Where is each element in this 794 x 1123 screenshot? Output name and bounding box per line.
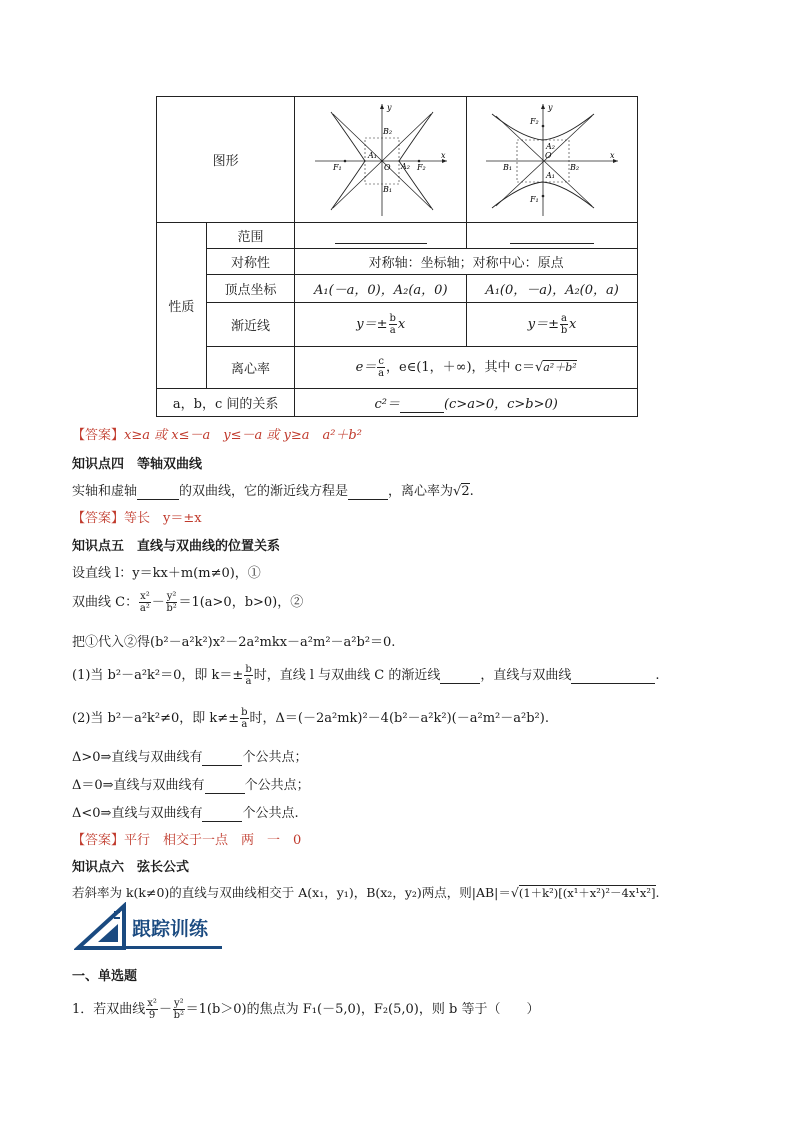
- k5-l5-frac: [240, 707, 248, 730]
- label-origin: O: [383, 162, 391, 172]
- ecc-prefix: e＝: [355, 360, 377, 375]
- label-f2: F₂: [416, 162, 426, 172]
- k4-p2: 的双曲线，它的渐近线方程是: [179, 484, 349, 499]
- row-label-asymptote: 渐近线: [206, 303, 295, 347]
- q1-den2: b²: [173, 1010, 184, 1021]
- ecc-sqrt: a²＋b²: [543, 361, 577, 374]
- range-right-blank: [467, 223, 638, 249]
- k4-text: 实轴和虚轴 的双曲线，它的渐近线方程是 ，离心率为√2.: [72, 484, 474, 499]
- label-a1: A₁: [546, 170, 556, 180]
- label-a2: A₂: [400, 161, 410, 171]
- label-f1: F₁: [332, 162, 342, 172]
- asym-left-suffix: x: [397, 317, 406, 332]
- label-a2: A₂: [546, 141, 556, 151]
- k5-title: 知识点五 直线与双曲线的位置关系: [72, 539, 281, 554]
- k5-l4c: ，直线与双曲线: [480, 668, 572, 683]
- k5-frac-x-den: a²: [139, 603, 150, 614]
- relation-blank: [400, 397, 444, 413]
- axis-y-label: y: [548, 102, 553, 112]
- k5-l7a: Δ＝0⇒直线与双曲线有: [72, 778, 205, 793]
- answer-tag: 【答案】: [72, 511, 125, 526]
- section-title: 一、单选题: [72, 969, 138, 984]
- question-1: [72, 998, 539, 1021]
- q1-num2: y²: [173, 998, 184, 1009]
- graph-horizontal-hyperbola: [295, 97, 467, 223]
- asym-right-den: b: [560, 325, 568, 336]
- hyperbola-properties-table: [156, 96, 638, 417]
- k5-l4-frac: [244, 664, 252, 687]
- answer-text: 平行 相交于一点 两 一 0: [124, 833, 302, 848]
- asymptote-left: [295, 303, 467, 347]
- vertex-left: A₁(－a，0)，A₂(a，0): [295, 275, 467, 303]
- q1-frac-x: [146, 998, 158, 1021]
- k6-sqrt: (1＋k²)[(x¹＋x²)²－4x¹x²]: [518, 886, 656, 900]
- k6-line-1: 若斜率为 k(k≠0)的直线与双曲线相交于 A(x₁，y₁)，B(x₂，y₂)两点，则|AB|＝√(1＋k²)[(x¹＋x²)²－4x¹x²].: [72, 885, 660, 900]
- set-square-icon: [74, 902, 128, 950]
- relation-value: [295, 389, 638, 417]
- label-f1: F₁: [530, 194, 539, 204]
- k5-minus: －: [151, 595, 165, 610]
- k5-frac-x: [139, 591, 151, 614]
- label-b1: B₁: [503, 162, 513, 172]
- label-b2: B₂: [382, 126, 392, 136]
- q1-num1: x²: [147, 998, 157, 1009]
- answer-tag: 【答案】: [72, 833, 125, 848]
- k5-line-3: 把①代入②得(b²－a²k²)x²－2a²mkx－a²m²－a²b²＝0.: [72, 635, 396, 650]
- k5-l4d: .: [655, 668, 660, 683]
- k5-line-5: [72, 707, 549, 730]
- k5-l6b: 个公共点；: [242, 750, 308, 765]
- asymptote-right: [467, 303, 638, 347]
- answer-1: [72, 424, 362, 443]
- row-label-symmetry: 对称性: [206, 249, 295, 275]
- k4-p1: 实轴和虚轴: [72, 484, 138, 499]
- k5-line-4: [72, 664, 660, 687]
- answer-text: 等长 y＝±x: [124, 511, 202, 526]
- k5-l5a: (2)当 b²－a²k²≠0，即 k≠±: [72, 711, 240, 726]
- k5-l5-num: b: [241, 707, 248, 718]
- range-left-blank: [295, 223, 467, 249]
- k5-l6a: Δ>0⇒直线与双曲线有: [72, 750, 203, 765]
- training-banner: [74, 902, 284, 952]
- q1-den1: 9: [148, 1010, 156, 1021]
- label-b1: B₁: [382, 184, 392, 194]
- k5-line-8: [72, 802, 299, 822]
- eccentricity-value: e＝ $\frac{c}{a}$ ，e∈(1，＋∞)，其中 c＝√a²＋b²: [295, 347, 638, 389]
- row-label-eccentricity: 离心率: [206, 347, 295, 389]
- asym-left-num: b: [389, 313, 396, 324]
- row-label-range: 范围: [206, 223, 295, 249]
- k5-line-2: [72, 591, 303, 614]
- asym-right-prefix: y＝±: [527, 317, 560, 332]
- k5-frac-x-num: x²: [140, 591, 150, 602]
- label-f2: F₂: [530, 116, 539, 126]
- banner-underline: [126, 946, 222, 949]
- banner-title: 跟踪训练: [132, 918, 209, 940]
- asym-right-num: a: [561, 313, 568, 324]
- k4-sqrt: 2: [461, 484, 470, 499]
- k6-l1a: 若斜率为 k(k≠0)的直线与双曲线相交于 A(x₁，y₁)，B(x₂，y₂)两点，则|AB|＝: [72, 885, 511, 900]
- k5-l4b: 时，直线 l 与双曲线 C 的渐近线: [253, 668, 441, 683]
- k5-l4a: (1)当 b²－a²k²＝0，即 k＝±: [72, 668, 244, 683]
- answer-text: x≥a 或 x≤－a y≤－a 或 y≥a a²＋b²: [124, 428, 362, 443]
- k4-title: 知识点四 等轴双曲线: [72, 457, 203, 472]
- relation-prefix: c²＝: [374, 396, 400, 412]
- k5-line-1: 设直线 l：y＝kx＋m(m≠0)，①: [72, 566, 261, 581]
- hyperbola-y-graph: [482, 100, 622, 220]
- q1-minus: －: [158, 1002, 172, 1017]
- k5-l4-den: a: [245, 676, 252, 687]
- hyperbola-x-graph: [311, 100, 451, 220]
- label-origin: O: [545, 150, 552, 160]
- q1-a: 1．若双曲线: [72, 1002, 146, 1017]
- ecc-num: c: [378, 356, 384, 367]
- q1-frac-y: [173, 998, 185, 1021]
- answer-2: [72, 507, 202, 526]
- asym-right-fraction: [560, 313, 568, 336]
- asym-right-suffix: x: [569, 317, 577, 332]
- props-label: 性质: [157, 223, 207, 389]
- ecc-den: a: [378, 368, 385, 379]
- asym-left-fraction: [389, 313, 397, 336]
- graph-vertical-hyperbola: [467, 97, 638, 223]
- axis-x-label: x: [610, 150, 615, 160]
- axis-x-label: x: [440, 150, 446, 160]
- k5-l8b: 个公共点.: [242, 806, 299, 821]
- k5-l5-den: a: [241, 719, 248, 730]
- label-a1: A₁: [367, 150, 377, 160]
- row-label-vertex: 顶点坐标: [206, 275, 295, 303]
- label-b2: B₂: [570, 162, 580, 172]
- k5-l8a: Δ<0⇒直线与双曲线有: [72, 806, 203, 821]
- vertex-right: A₁(0，－a)，A₂(0，a): [467, 275, 638, 303]
- k5-frac-y: [166, 591, 178, 614]
- k5-frac-y-num: y²: [166, 591, 177, 602]
- k4-p4: .: [469, 484, 474, 499]
- ecc-fraction: [377, 356, 385, 379]
- answer-tag: 【答案】: [72, 428, 125, 443]
- k5-l2a: 双曲线 C：: [72, 595, 139, 610]
- k6-l1b: .: [655, 885, 660, 900]
- k6-title: 知识点六 弦长公式: [72, 860, 190, 875]
- k5-l2b: ＝1(a>0，b>0)，②: [178, 595, 304, 610]
- answer-3: [72, 829, 301, 848]
- relation-label: a，b，c 间的关系: [157, 389, 295, 417]
- asym-left-den: a: [389, 325, 396, 336]
- k5-l5b: 时，Δ＝(－2a²mk)²－4(b²－a²k²)(－a²m²－a²b²).: [249, 711, 549, 726]
- k5-l7b: 个公共点；: [244, 778, 310, 793]
- k5-frac-y-den: b²: [166, 603, 177, 614]
- k4-p3: ，离心率为: [388, 484, 454, 499]
- k5-line-7: [72, 774, 310, 794]
- relation-suffix: (c>a>0，c>b>0): [443, 396, 558, 412]
- asym-left-prefix: y＝±: [356, 317, 388, 332]
- symmetry-value: 对称轴：坐标轴；对称中心：原点: [295, 249, 638, 275]
- q1-b: ＝1(b＞0)的焦点为 F₁(－5,0)，F₂(5,0)，则 b 等于（ ）: [185, 1002, 540, 1017]
- k5-line-6: [72, 746, 307, 766]
- shape-label: 图形: [157, 97, 295, 223]
- axis-y-label: y: [386, 102, 392, 112]
- k5-l4-num: b: [245, 664, 252, 675]
- ecc-middle: ，e∈(1，＋∞)，其中 c＝: [385, 360, 535, 375]
